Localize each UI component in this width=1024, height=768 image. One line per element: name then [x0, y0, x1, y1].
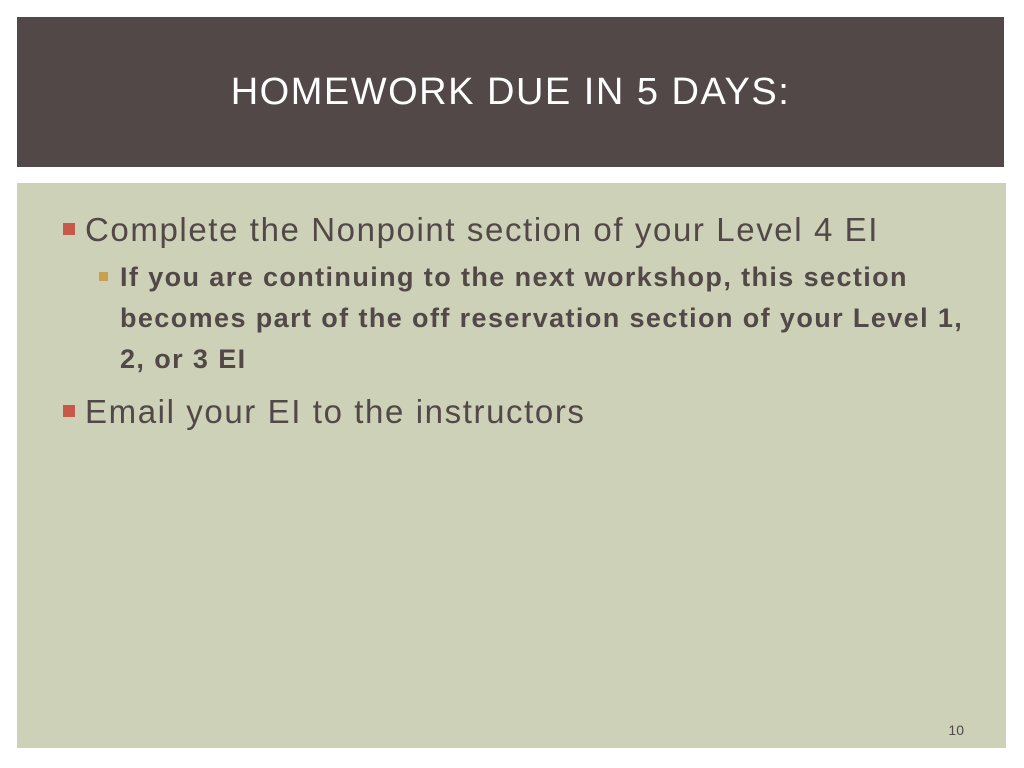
bullet-text: Email your EI to the instructors: [85, 393, 586, 430]
bullet-item: [61, 206, 971, 380]
sub-bullet-list: [85, 257, 971, 380]
content-panel: [17, 183, 1006, 748]
square-bullet-icon: [63, 405, 75, 417]
title-band: [17, 17, 1004, 167]
square-bullet-icon: [63, 223, 75, 235]
bullet-list: [61, 206, 971, 439]
slide-title: HOMEWORK DUE IN 5 DAYS:: [230, 70, 791, 113]
sub-bullet-item: [91, 257, 971, 380]
page-number: 10: [948, 722, 964, 738]
bullet-text: Complete the Nonpoint section of your Level 4 EI: [85, 211, 880, 248]
square-bullet-icon: [99, 272, 108, 281]
sub-bullet-text: If you are continuing to the next workshop, this section becomes part of the off reservation section of your Level 1, 2, or 3 EI: [120, 262, 964, 374]
bullet-item: [61, 388, 971, 435]
